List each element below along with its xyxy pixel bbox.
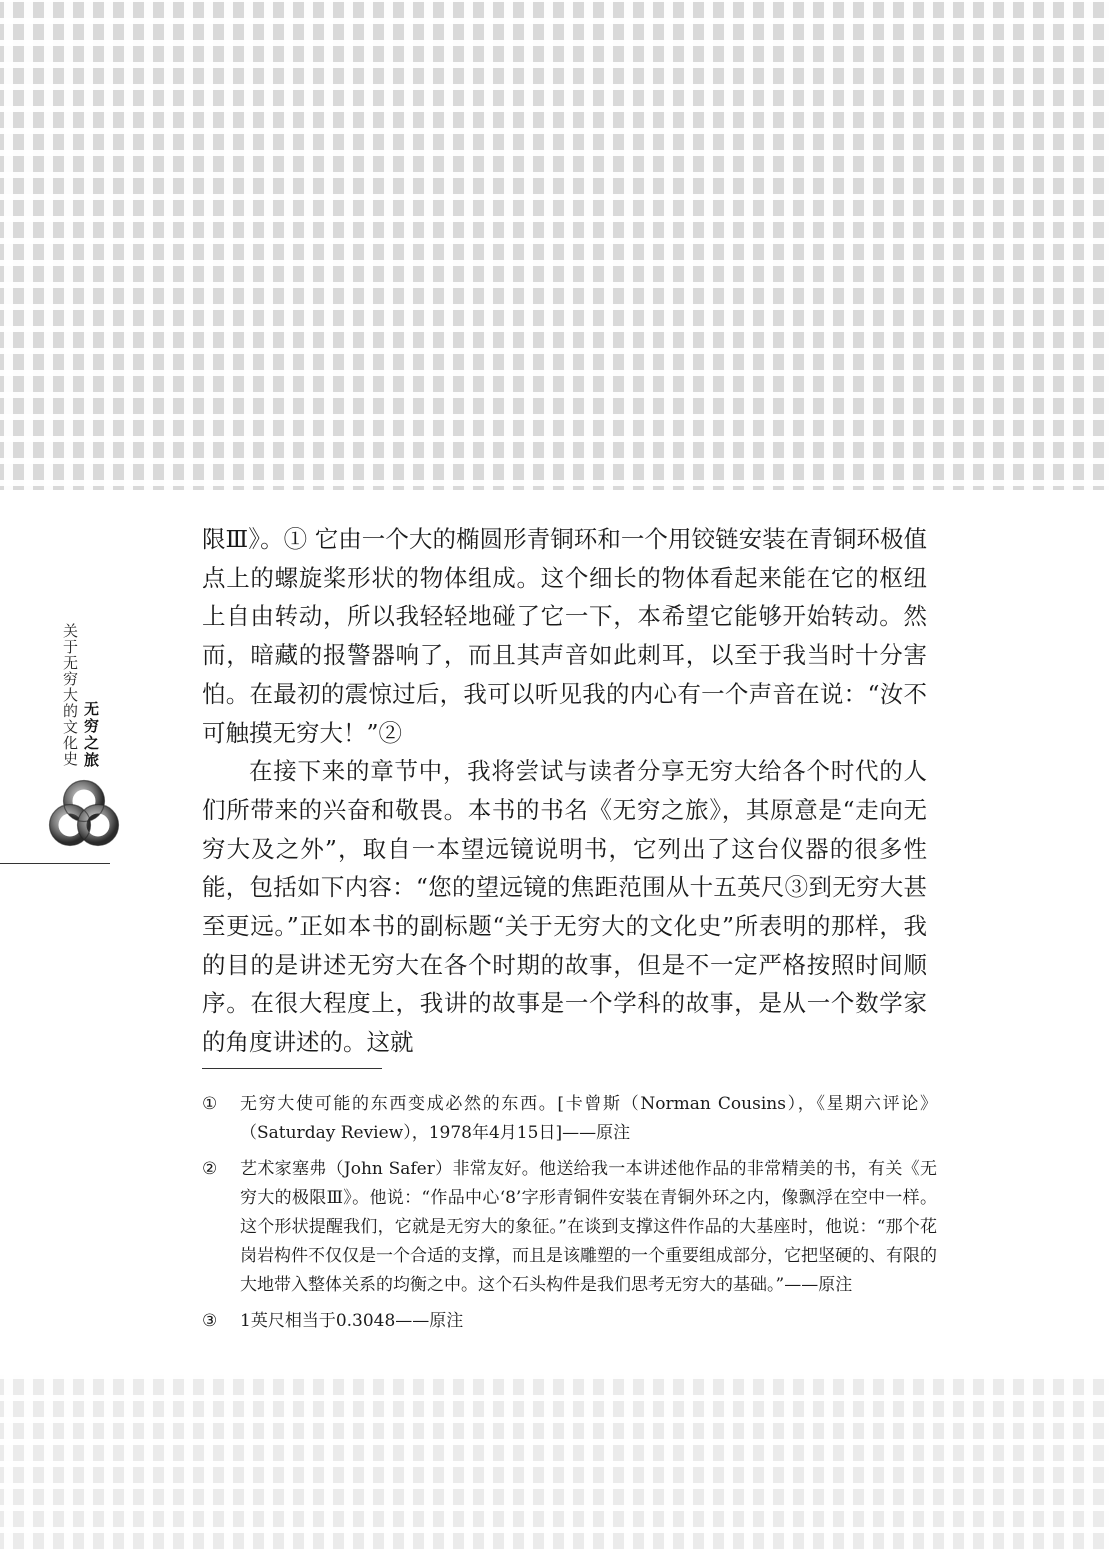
decorative-header-band xyxy=(0,0,1109,490)
book-title: 无穷之旅 xyxy=(82,701,100,769)
trefoil-knot-icon xyxy=(44,775,124,855)
main-text xyxy=(202,520,927,1062)
paragraph: 限Ⅲ》。① 它由一个大的椭圆形青铜环和一个用铰链安装在青铜环极值点上的螺旋桨形状的物体组成。这个细长的物体看起来能在它的枢纽上自由转动，所以我轻轻地碰了它一下，本希望它能够开始转动。然而，暗藏的报警器响了，而且其声音如此刺耳，以至于我当时十分害怕。在最初的震惊过后，我可以听见我的内心有一个声音在说：“汝不可触摸无穷大！”② xyxy=(202,525,927,747)
footnote xyxy=(202,1155,937,1300)
footnote xyxy=(202,1307,937,1336)
running-header xyxy=(0,615,120,865)
footnote-text: 1英尺相当于0.3048——原注 xyxy=(240,1311,464,1331)
footnote-text: 艺术家塞弗（John Safer）非常友好。他送给我一本讲述他作品的非常精美的书，有关《无穷大的极限Ⅲ》。他说：“作品中心‘8’字形青铜件安装在青铜外环之内，像飘浮在空中一样。这个形状提醒我们，它就是无穷大的象征。”在谈到支撑这件作品的大基座时，他说：“那个花岗岩构件不仅仅是一个合适的支撑，而且是该雕塑的一个重要组成部分，它把坚硬的、有限的大地带入整体关系的均衡之中。这个石头构件是我们思考无穷大的基础。”——原注 xyxy=(240,1159,937,1295)
series-title: 关于无穷大的文化史 xyxy=(61,623,79,767)
footnote-divider xyxy=(202,1068,382,1069)
footnote-mark: ① xyxy=(202,1094,218,1114)
paragraph: 在接下来的章节中，我将尝试与读者分享无穷大给各个时代的人们所带来的兴奋和敬畏。本书的书名《无穷之旅》，其原意是“走向无穷大及之外”，取自一本望远镜说明书，它列出了这台仪器的很多性能，包括如下内容：“您的望远镜的焦距范围从十五英尺③到无穷大甚至更远。”正如本书的副标题“关于无穷大的文化史”所表明的那样，我的目的是讲述无穷大在各个时期的故事，但是不一定严格按照时间顺序。在很大程度上，我讲的故事是一个学科的故事，是从一个数学家的角度讲述的。这就 xyxy=(202,757,927,1057)
footnote-text: 无穷大使可能的东西变成必然的东西。[卡曾斯（Norman Cousins），《星期六评论》（Saturday Review），1978年4月15日]——原注 xyxy=(240,1094,937,1143)
side-divider xyxy=(0,863,110,864)
footnote xyxy=(202,1090,937,1148)
footnotes xyxy=(202,1090,937,1343)
footnote-mark: ② xyxy=(202,1159,218,1179)
decorative-footer-band xyxy=(0,1375,1109,1550)
footnote-mark: ③ xyxy=(202,1311,218,1331)
